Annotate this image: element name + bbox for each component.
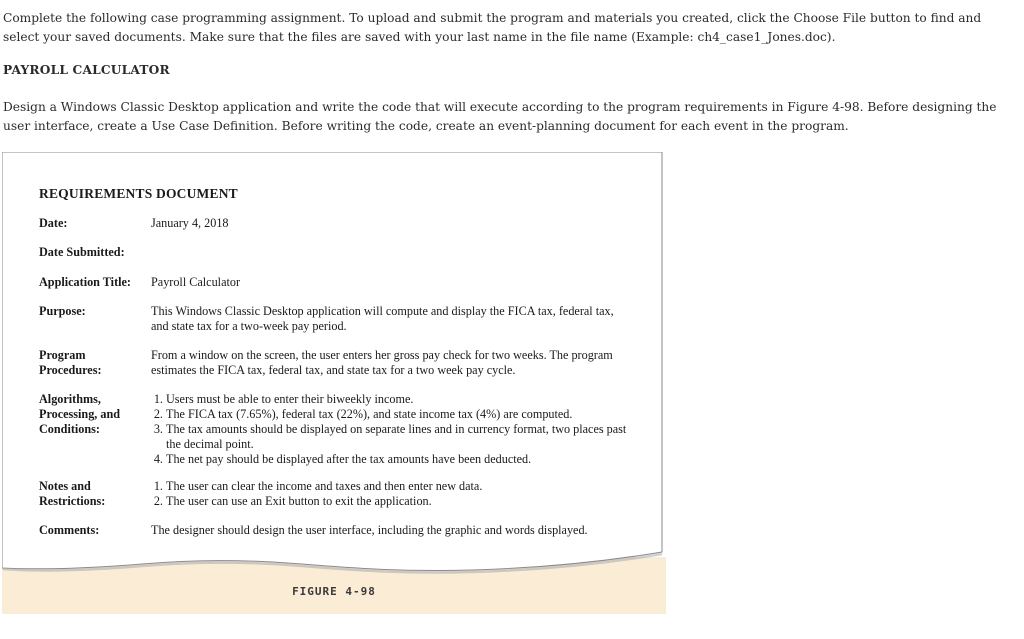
- program-procedures-value: From a window on the screen, the user enters her gross pay check for two weeks. The program estimates the FICA tax, federal tax, and state tax for a two week pay cycle.: [151, 348, 613, 377]
- notes-label-line-2: Restrictions:: [39, 494, 106, 508]
- requirements-document: [2, 152, 662, 572]
- algorithms-item: 1. Users must be able to enter their biweekly income.: [166, 392, 631, 407]
- notes-value: [151, 479, 631, 509]
- date-label: Date:: [39, 216, 68, 230]
- notes-label-line-1: Notes and: [39, 479, 91, 493]
- algorithms-label-line-3: Conditions:: [39, 422, 100, 436]
- purpose-label: Purpose:: [39, 304, 86, 318]
- application-title-value: Payroll Calculator: [151, 275, 241, 289]
- figure-caption: FIGURE 4-98: [292, 585, 376, 598]
- program-procedures-label-line-1: Program: [39, 348, 86, 362]
- algorithms-item: 4. The net pay should be displayed after the tax amounts have been deducted.: [166, 452, 631, 467]
- notes-item: 1. The user can clear the income and taxes and then enter new data.: [166, 479, 631, 494]
- algorithms-label-line-2: Processing, and: [39, 407, 121, 421]
- assignment-heading: PAYROLL CALCULATOR: [3, 63, 170, 77]
- program-procedures-label: [39, 348, 147, 378]
- assignment-intro: Complete the following case programming assignment. To upload and submit the program and materials you created, click the Choose File button to find and select your saved documents. Make sure that the files are saved with your last name in the file name (Example: ch4_case1_Jones.doc).: [3, 11, 982, 44]
- notes-label: [39, 479, 147, 509]
- comments-value: The designer should design the user interface, including the graphic and words displayed.: [151, 523, 588, 537]
- comments-label: Comments:: [39, 523, 100, 537]
- figure-4-98: [2, 152, 666, 614]
- purpose-value: This Windows Classic Desktop application will compute and display the FICA tax, federal tax, and state tax for a two-week pay period.: [151, 304, 614, 333]
- program-procedures-label-line-2: Procedures:: [39, 363, 102, 377]
- application-title-label: Application Title:: [39, 275, 131, 289]
- algorithms-label: [39, 392, 147, 437]
- algorithms-item: 2. The FICA tax (7.65%), federal tax (22%), and state income tax (4%) are computed.: [166, 407, 631, 422]
- design-instructions: Design a Windows Classic Desktop application and write the code that will execute according to the program requirements in Figure 4-98. Before designing the user interface, create a Use Case Definition. Before writing the code, create an event-planning document for each event in the program.: [3, 100, 997, 133]
- notes-item: 2. The user can use an Exit button to exit the application.: [166, 494, 631, 509]
- algorithms-label-line-1: Algorithms,: [39, 392, 101, 406]
- date-submitted-label: Date Submitted:: [39, 245, 125, 259]
- algorithms-value: [151, 392, 631, 467]
- date-value: January 4, 2018: [151, 216, 229, 230]
- requirements-title: REQUIREMENTS DOCUMENT: [39, 186, 238, 201]
- algorithms-item: 3. The tax amounts should be displayed on separate lines and in currency format, two places past the decimal point.: [166, 422, 631, 452]
